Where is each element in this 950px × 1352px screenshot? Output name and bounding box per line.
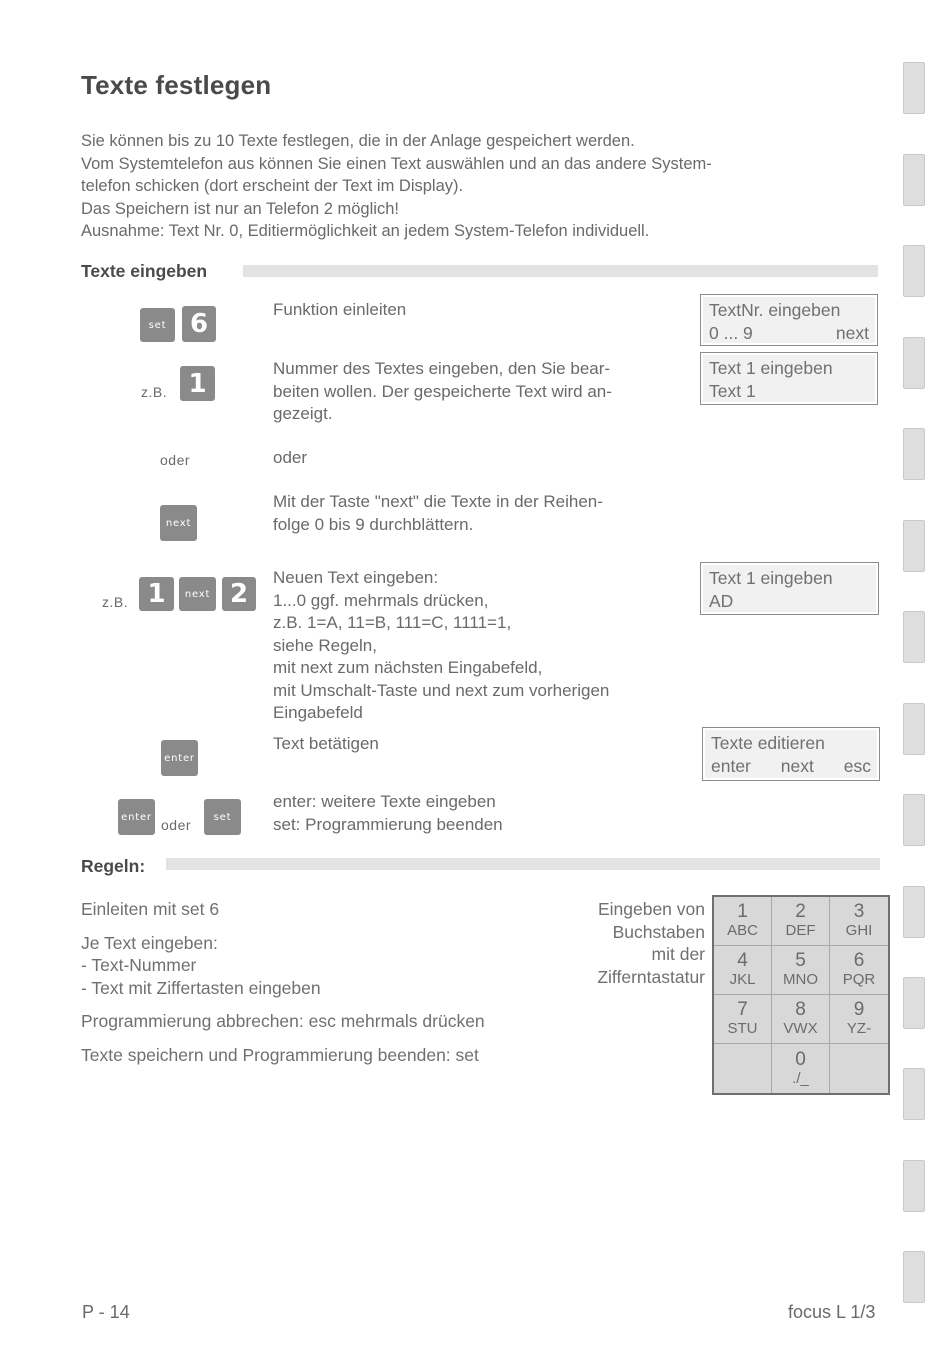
rule-text: Je Text eingeben: [81, 932, 218, 953]
keypad-letters: DEF [785, 922, 816, 939]
intro-line: telefon schicken (dort erscheint der Text im Display). [81, 177, 464, 195]
digit-6-key: 6 [182, 306, 216, 342]
step-description [273, 358, 612, 426]
rule-text: Texte speichern und Programmierung beenden: set [81, 1044, 479, 1065]
step-text: folge 0 bis 9 durchblättern. [273, 514, 474, 534]
keypad-digit: 5 [795, 950, 806, 971]
rule-text: - Text-Nummer [81, 955, 197, 975]
example-label: z.B. [141, 384, 168, 400]
register-tab [903, 1068, 925, 1120]
step-description [273, 567, 609, 725]
step-description [273, 491, 603, 536]
intro-line: Vom Systemtelefon aus können Sie einen Text auswählen und an das andere System- [81, 154, 712, 173]
step-text: Nummer des Textes eingeben, den Sie bear- [273, 359, 611, 378]
step-text: siehe Regeln, [273, 635, 377, 655]
example-label: z.B. [102, 594, 129, 610]
step-text: 1...0 ggf. mehrmals drücken, [273, 590, 489, 610]
section-divider [243, 265, 878, 277]
display-text1-ad [700, 562, 879, 615]
display-softkey-esc: esc [843, 755, 871, 776]
keypad-letters: GHI [845, 922, 873, 939]
keypad-letters: PQR [842, 971, 876, 988]
keypad-digit: 0 [795, 1048, 806, 1070]
register-tab [903, 1251, 925, 1303]
keypad-letters: YZ- [846, 1020, 872, 1037]
register-tab [903, 520, 925, 572]
keypad-key-1 [714, 897, 772, 946]
keypad-key-2 [772, 897, 830, 946]
register-tab [903, 1160, 925, 1212]
keypad-key-7 [714, 995, 772, 1044]
intro-line: Das Speichern ist nur an Telefon 2 möglich! [81, 199, 399, 218]
keypad-key-blank [830, 1044, 888, 1093]
keypad-caption [560, 898, 705, 988]
display-texte-editieren [702, 727, 880, 781]
intro-paragraph [81, 130, 881, 243]
display-softkey: next [835, 322, 869, 343]
numeric-keypad [712, 895, 890, 1095]
display-textnr-eingeben [700, 294, 878, 346]
next-key: next [179, 577, 216, 611]
caption-line: mit der [651, 944, 705, 964]
section-heading-regeln: Regeln: [81, 856, 146, 876]
set-key: set [204, 799, 241, 835]
step-text: mit next zum nächsten Eingabefeld, [273, 658, 543, 677]
register-tab [903, 703, 925, 755]
keypad-digit: 6 [853, 950, 865, 971]
step-text: gezeigt. [273, 404, 333, 423]
keypad-key-9 [830, 995, 888, 1044]
keypad-key-6 [830, 946, 888, 995]
register-tab [903, 337, 925, 389]
keypad-digit: 4 [737, 950, 748, 971]
step-text: Text betätigen [273, 734, 379, 753]
display-line: Text 1 [709, 380, 756, 401]
enter-key: enter [118, 799, 155, 835]
step-text: set: Programmierung beenden [273, 814, 503, 834]
register-tab [903, 245, 925, 297]
intro-line: Ausnahme: Text Nr. 0, Editiermöglichkeit an jedem System-Telefon individuell. [81, 222, 650, 240]
step-text: Mit der Taste "next" die Texte in der Reihen- [273, 492, 603, 511]
display-text1-eingeben [700, 352, 878, 405]
step-text: enter: weitere Texte eingeben [273, 792, 496, 811]
step-text: Neuen Text eingeben: [273, 568, 439, 587]
step-description [273, 791, 503, 836]
step-text: z.B. 1=A, 11=B, 111=C, 1111=1, [273, 613, 512, 632]
display-softkey-enter: enter [711, 755, 751, 776]
display-line: Texte editieren [711, 733, 825, 753]
caption-line: Buchstaben [612, 921, 705, 942]
keypad-digit: 2 [795, 901, 806, 922]
set-key: set [140, 308, 175, 342]
keypad-key-4 [714, 946, 772, 995]
display-line: TextNr. eingeben [709, 300, 841, 320]
display-line: 0 ... 9 [709, 322, 753, 343]
display-softkey-next: next [780, 755, 814, 776]
display-line: Text 1 eingeben [709, 568, 833, 588]
keypad-digit: 8 [795, 999, 806, 1020]
register-tab [903, 611, 925, 663]
intro-line: Sie können bis zu 10 Texte festlegen, die in der Anlage gespeichert werden. [81, 132, 635, 150]
step-text: beiten wollen. Der gespeicherte Text wird an- [273, 381, 612, 401]
keypad-digit: 1 [737, 901, 748, 922]
digit-2-key: 2 [222, 577, 256, 611]
register-tab [903, 154, 925, 206]
keypad-key-3 [830, 897, 888, 946]
keypad-key-5 [772, 946, 830, 995]
digit-1-key: 1 [139, 577, 174, 611]
step-text: Eingabefeld [273, 703, 363, 722]
caption-line: Zifferntastatur [597, 966, 705, 987]
rule-text: - Text mit Ziffertasten eingeben [81, 977, 321, 998]
display-line: AD [709, 590, 734, 611]
keypad-letters: MNO [783, 971, 818, 988]
keypad-digit: 9 [853, 999, 865, 1020]
keypad-letters: ABC [727, 922, 758, 939]
enter-key: enter [161, 740, 198, 776]
page-title: Texte festlegen [81, 70, 272, 100]
product-name: focus L 1/3 [788, 1302, 876, 1322]
step-text: oder [273, 448, 308, 467]
register-tab [903, 977, 925, 1029]
step-text: Funktion einleiten [273, 300, 407, 319]
step-text: mit Umschalt-Taste und next zum vorherigen [273, 680, 610, 700]
display-line: Text 1 eingeben [709, 358, 833, 378]
register-tab [903, 794, 925, 846]
rules-list [81, 898, 485, 1066]
rule-text: Einleiten mit set 6 [81, 899, 220, 919]
oder-label: oder [160, 452, 191, 468]
register-tab [903, 62, 925, 114]
keypad-letters: ./_ [792, 1069, 809, 1087]
oder-label: oder [161, 817, 192, 833]
register-tab [903, 886, 925, 938]
keypad-key-0 [772, 1044, 830, 1093]
section-heading-texte-eingeben: Texte eingeben [81, 261, 208, 281]
keypad-letters: VWX [783, 1020, 818, 1037]
keypad-key-blank [714, 1044, 772, 1093]
digit-1-key: 1 [180, 366, 215, 401]
register-tab [903, 428, 925, 480]
next-key: next [160, 505, 197, 541]
keypad-key-8 [772, 995, 830, 1044]
caption-line: Eingeben von [597, 899, 705, 919]
rule-text: Programmierung abbrechen: esc mehrmals drücken [81, 1011, 485, 1031]
page-number: P - 14 [82, 1302, 130, 1322]
keypad-letters: STU [727, 1020, 758, 1037]
step-description [273, 733, 379, 756]
keypad-digit: 3 [853, 901, 865, 922]
keypad-digit: 7 [737, 999, 748, 1020]
section-divider [166, 858, 880, 870]
keypad-letters: JKL [729, 971, 756, 988]
step-description [273, 299, 406, 322]
step-description [273, 447, 307, 470]
